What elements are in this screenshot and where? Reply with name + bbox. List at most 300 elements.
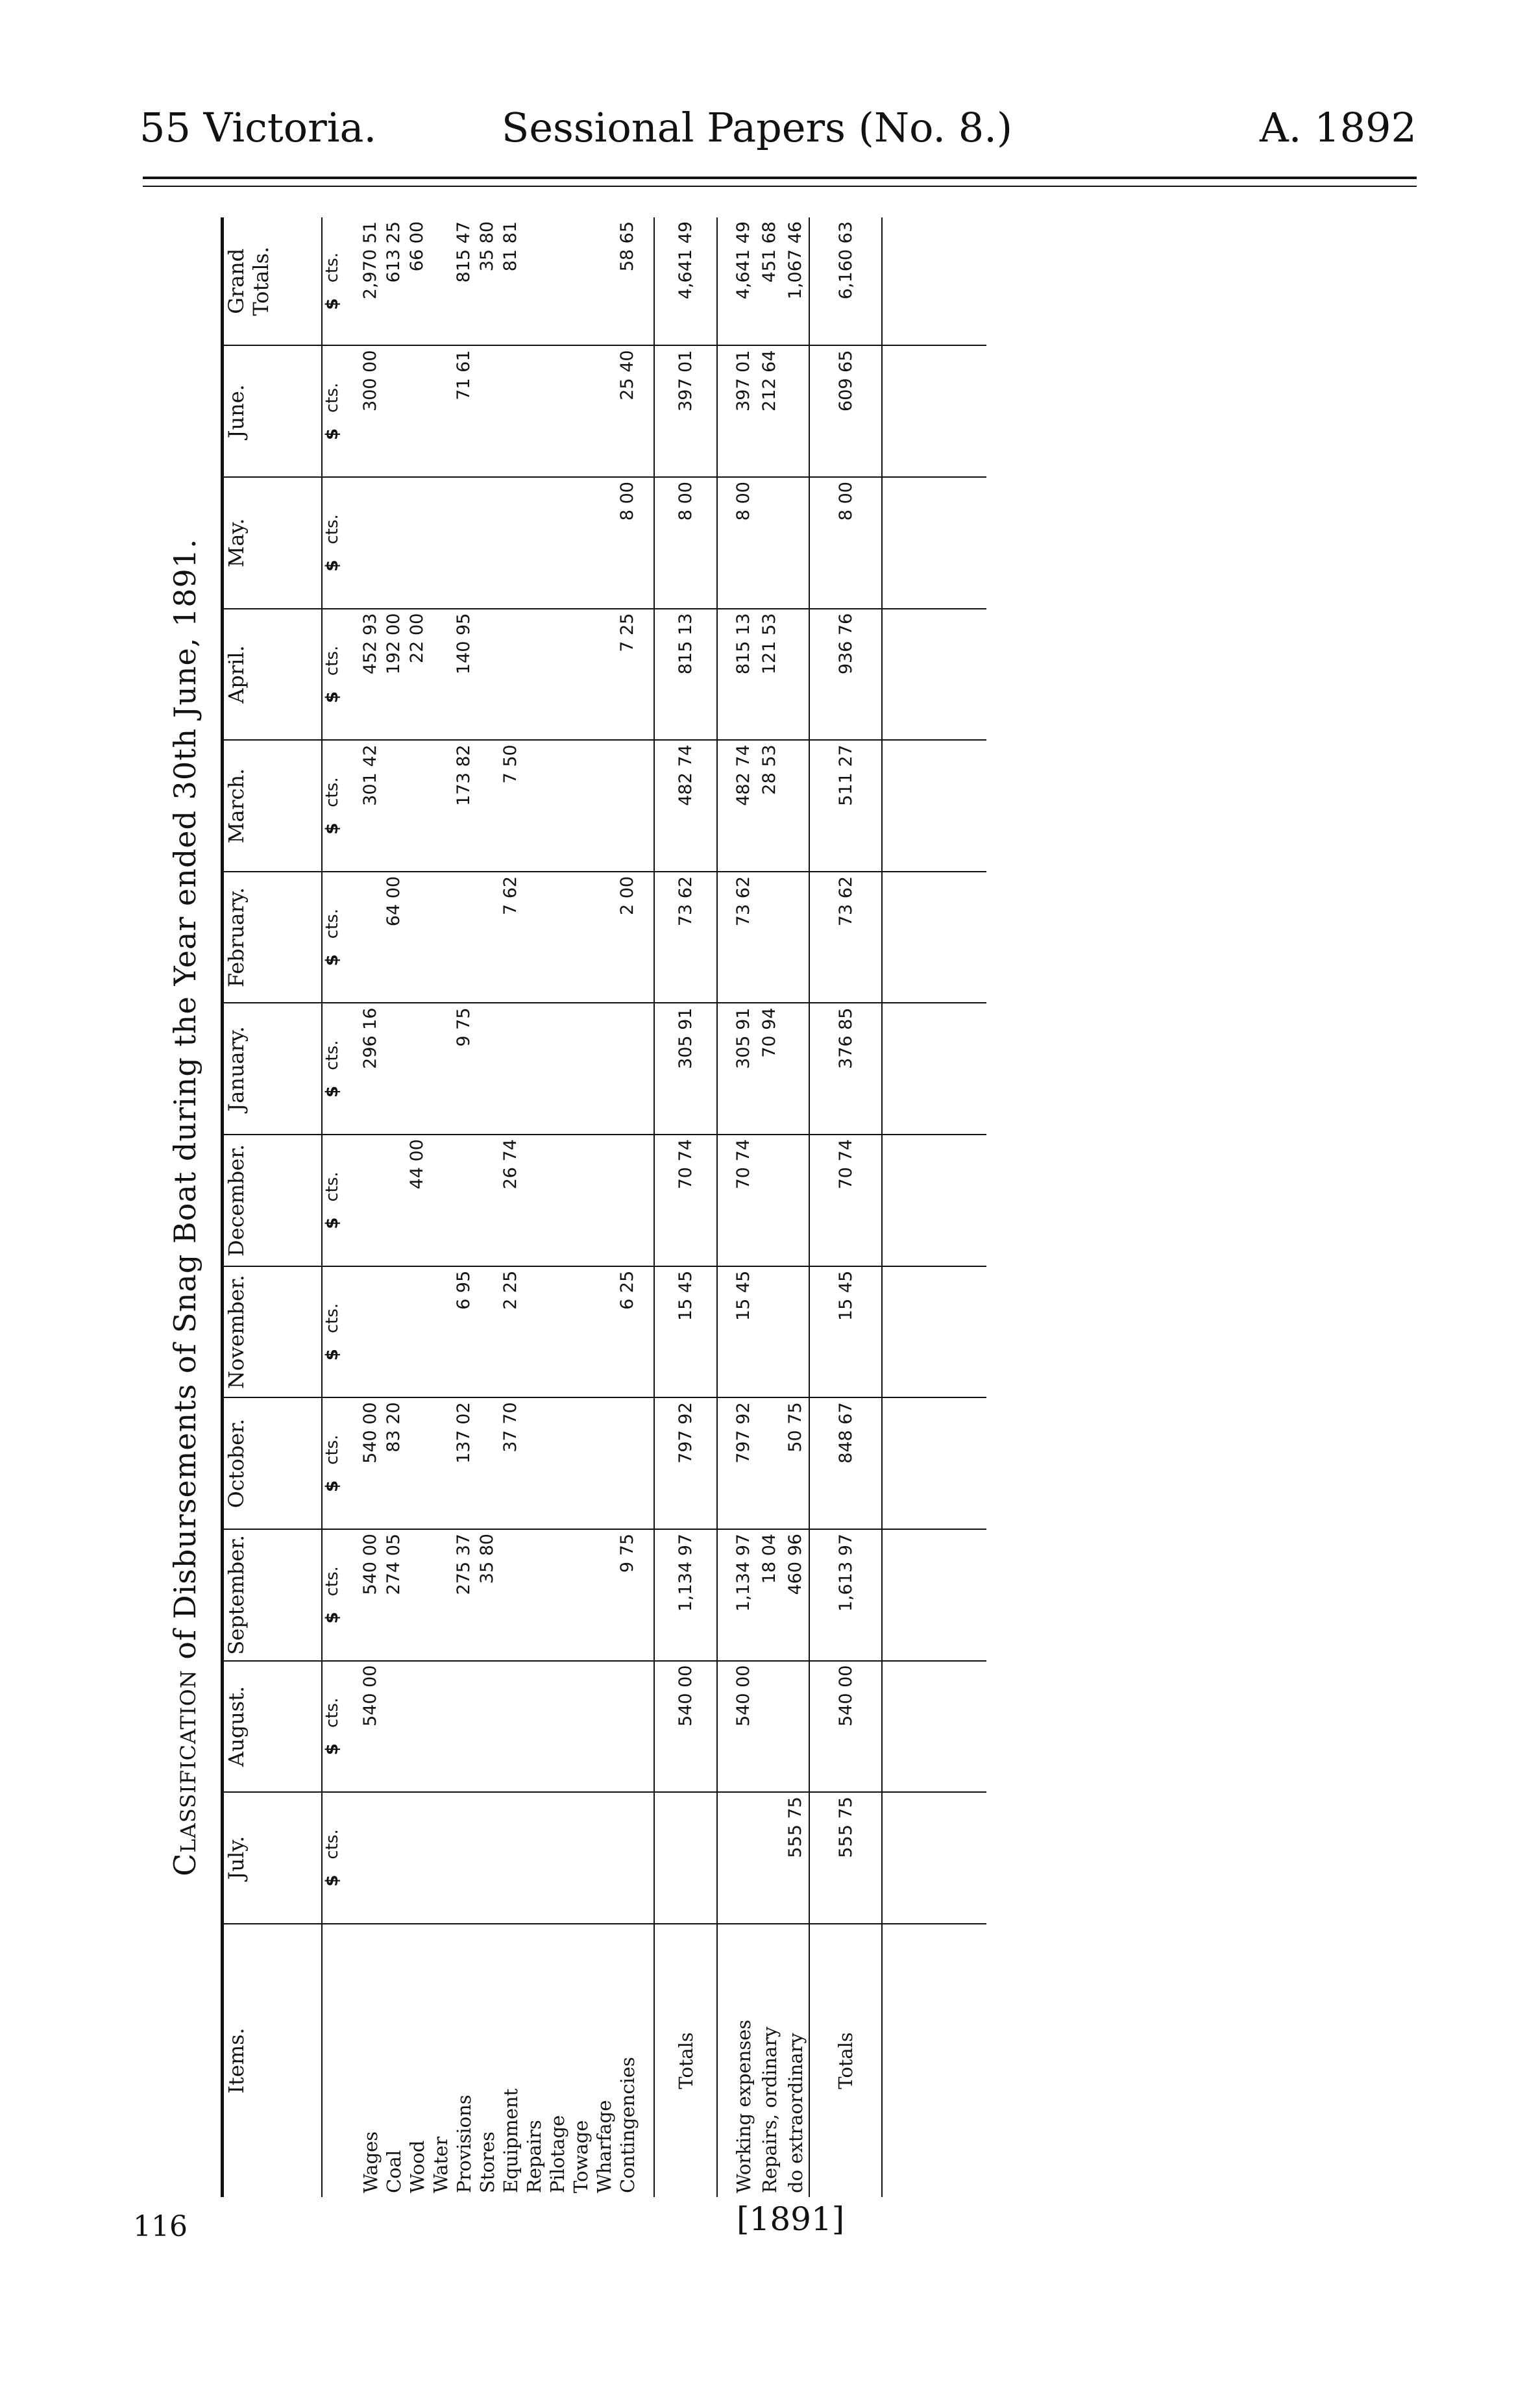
item-row-label: Pilotage: [546, 2115, 568, 2193]
totals-row-value: 540 00: [654, 1661, 717, 1793]
summary-row-value: 797 92: [717, 1397, 757, 1529]
item-row-value: [546, 740, 569, 872]
summary-row-value: [757, 477, 783, 609]
item-row-value: [569, 872, 592, 1003]
item-row-value: [499, 1792, 522, 1924]
item-row-value: [592, 345, 616, 477]
item-row-value: [382, 1792, 406, 1924]
grand-totals-row-value: 555 75: [809, 1792, 882, 1924]
item-row-value: [452, 1792, 476, 1924]
item-row-value: [382, 1661, 406, 1793]
grand-totals-row-value: 511 27: [809, 740, 882, 872]
item-row-value: [616, 1661, 639, 1793]
dollar-unit: $: [323, 1874, 342, 1887]
item-row-value: [522, 217, 546, 345]
totals-row-value: 70 74: [654, 1135, 717, 1266]
cents-unit: cts.: [323, 252, 342, 283]
item-row-value: [592, 1529, 616, 1661]
units-blank: [322, 1924, 359, 2197]
totals-row-value: 4,641 49: [654, 217, 717, 345]
summary-row-value: [757, 1792, 783, 1924]
item-row-value: [569, 1792, 592, 1924]
summary-row-value: [757, 1397, 783, 1529]
item-row-value: [522, 1135, 546, 1266]
item-row-label: Repairs: [523, 2120, 545, 2193]
summary-row-label: Working expenses: [733, 2019, 755, 2193]
totals-row-value: 815 13: [654, 609, 717, 741]
filler-cell: [882, 1661, 986, 1793]
filler-cell: [882, 1792, 986, 1924]
spacer-cell: [639, 1135, 654, 1266]
item-row-value: [382, 477, 406, 609]
units-cell: [322, 609, 359, 741]
item-row-value: [429, 217, 452, 345]
item-row: [616, 217, 639, 2197]
item-row-value: 300 00: [359, 345, 382, 477]
grand-totals-row-value: 6,160 63: [809, 217, 882, 345]
item-row-value: [429, 1266, 452, 1398]
dollar-unit: $: [323, 1480, 342, 1492]
header-year: A. 1892: [1260, 104, 1417, 151]
item-row-value: 26 74: [499, 1135, 522, 1266]
summary-row: [717, 217, 757, 2197]
item-row-value: [406, 345, 429, 477]
item-row-value: [429, 1003, 452, 1135]
rotated-table-block: [149, 217, 999, 2197]
item-row-value: [546, 1003, 569, 1135]
item-row-value: [476, 609, 499, 741]
cents-unit: cts.: [323, 514, 342, 545]
item-row-value: [476, 1397, 499, 1529]
item-row-value: 9 75: [452, 1003, 476, 1135]
item-row-value: [616, 740, 639, 872]
totals-row: [654, 217, 717, 2197]
summary-row-value: [717, 1792, 757, 1924]
item-row-value: [406, 872, 429, 1003]
summary-row-label: Repairs, ordinary: [759, 2026, 781, 2193]
column-header: April.: [223, 609, 323, 741]
item-row-value: [592, 609, 616, 741]
item-row-value: 613 25: [382, 217, 406, 345]
filler-cell: [882, 1924, 986, 2197]
summary-row-value: [783, 345, 809, 477]
filler-cell: [882, 1397, 986, 1529]
item-row-value: 58 65: [616, 217, 639, 345]
item-row-value: [476, 1792, 499, 1924]
caption-rest: of Disbursements of Snag Boat during the Year ended 30th June, 1891.: [167, 538, 202, 1670]
cents-unit: cts.: [323, 1040, 342, 1070]
item-row: [452, 217, 476, 2197]
summary-row-value: [783, 740, 809, 872]
item-row-value: [616, 1397, 639, 1529]
item-row-value: 8 00: [616, 477, 639, 609]
item-row-value: [452, 1661, 476, 1793]
totals-row-value: 73 62: [654, 872, 717, 1003]
item-row: [569, 217, 592, 2197]
item-row-value: [406, 1529, 429, 1661]
item-row-value: 274 05: [382, 1529, 406, 1661]
column-header: August.: [223, 1661, 323, 1793]
summary-row-value: [783, 1266, 809, 1398]
filler-cell: [882, 1529, 986, 1661]
item-row-value: [476, 1003, 499, 1135]
filler-cell: [882, 1266, 986, 1398]
item-row-value: [592, 217, 616, 345]
units-cell: [322, 217, 359, 345]
page-number: 116: [133, 2210, 188, 2243]
summary-row-value: 555 75: [783, 1792, 809, 1924]
dollar-unit: $: [323, 1349, 342, 1361]
dollar-unit: $: [323, 1217, 342, 1229]
summary-row-value: 70 94: [757, 1003, 783, 1135]
filler-cell: [882, 609, 986, 741]
grand-totals-row-value: 15 45: [809, 1266, 882, 1398]
grand-totals-row: [809, 217, 882, 2197]
item-row-value: 25 40: [616, 345, 639, 477]
units-cell: [322, 1529, 359, 1661]
totals-row-value: 15 45: [654, 1266, 717, 1398]
cents-unit: cts.: [323, 1303, 342, 1334]
item-row-value: [592, 1792, 616, 1924]
item-row-value: [429, 1529, 452, 1661]
summary-row-value: [757, 1135, 783, 1266]
grand-totals-row-value: 73 62: [809, 872, 882, 1003]
item-row-value: [546, 1266, 569, 1398]
item-row-value: [476, 1661, 499, 1793]
header-session: 55 Victoria.: [140, 104, 377, 151]
item-row-value: [569, 1661, 592, 1793]
summary-row-value: [757, 1266, 783, 1398]
header-papers: Sessional Papers (No. 8.): [501, 104, 1013, 151]
item-row-value: [359, 1266, 382, 1398]
item-row-value: [429, 477, 452, 609]
summary-row: [783, 217, 809, 2197]
filler-cell: [882, 477, 986, 609]
header-rule: [143, 177, 1417, 179]
units-row: [322, 217, 359, 2197]
totals-row-value: 8 00: [654, 477, 717, 609]
units-cell: [322, 477, 359, 609]
summary-row-value: [783, 1003, 809, 1135]
item-row-value: 7 50: [499, 740, 522, 872]
summary-row-value: [783, 1661, 809, 1793]
item-row-value: [616, 1135, 639, 1266]
dollar-unit: $: [323, 954, 342, 966]
summary-row-value: 460 96: [783, 1529, 809, 1661]
filler-cell: [882, 1135, 986, 1266]
dollar-unit: $: [323, 822, 342, 835]
item-row-value: [499, 1529, 522, 1661]
column-header: January.: [223, 1003, 323, 1135]
summary-row: [757, 217, 783, 2197]
item-row-value: 2 25: [499, 1266, 522, 1398]
spacer-cell: [639, 1266, 654, 1398]
item-row-value: [546, 217, 569, 345]
cents-unit: cts.: [323, 1829, 342, 1860]
summary-row-value: 121 53: [757, 609, 783, 741]
item-row: [429, 217, 452, 2197]
item-row-value: [546, 1529, 569, 1661]
totals-row-value: [654, 1792, 717, 1924]
item-row-value: 7 62: [499, 872, 522, 1003]
cents-unit: cts.: [323, 909, 342, 939]
item-row-value: 6 95: [452, 1266, 476, 1398]
item-row-value: [592, 1661, 616, 1793]
item-row-value: [569, 1397, 592, 1529]
summary-row-value: [783, 477, 809, 609]
item-row-value: [569, 345, 592, 477]
item-row-value: [546, 345, 569, 477]
filler-cell: [882, 217, 986, 345]
summary-row-value: 50 75: [783, 1397, 809, 1529]
item-row-value: 83 20: [382, 1397, 406, 1529]
units-cell: [322, 345, 359, 477]
item-row-value: 540 00: [359, 1397, 382, 1529]
item-row-value: [499, 1661, 522, 1793]
spacer-cell: [639, 740, 654, 872]
disbursements-table: [221, 217, 986, 2197]
units-cell: [322, 740, 359, 872]
summary-row-value: 70 74: [717, 1135, 757, 1266]
summary-row-label: do extraordinary: [785, 2033, 807, 2193]
cents-unit: cts.: [323, 1172, 342, 1202]
units-cell: [322, 1266, 359, 1398]
item-row-value: [359, 1135, 382, 1266]
item-row-value: [546, 1661, 569, 1793]
item-row-value: 540 00: [359, 1529, 382, 1661]
item-row-value: [522, 345, 546, 477]
column-header-row: [223, 217, 323, 2197]
totals-row-value: 305 91: [654, 1003, 717, 1135]
item-row-value: 71 61: [452, 345, 476, 477]
column-header: November.: [223, 1266, 323, 1398]
summary-row-value: 28 53: [757, 740, 783, 872]
dollar-unit: $: [323, 428, 342, 440]
item-row-value: [382, 740, 406, 872]
item-row-value: [592, 872, 616, 1003]
item-row-label: Wood: [406, 2140, 428, 2193]
spacer-cell: [639, 872, 654, 1003]
item-row-value: [382, 1003, 406, 1135]
item-row-value: 137 02: [452, 1397, 476, 1529]
item-row-value: [406, 1397, 429, 1529]
item-row-value: [382, 1266, 406, 1398]
item-row-value: [569, 1003, 592, 1135]
item-row: [382, 217, 406, 2197]
filler-cell: [882, 345, 986, 477]
item-row-value: [429, 345, 452, 477]
dollar-unit: $: [323, 1743, 342, 1756]
units-cell: [322, 1661, 359, 1793]
column-header: December.: [223, 1135, 323, 1266]
item-row-value: 452 93: [359, 609, 382, 741]
item-row: [406, 217, 429, 2197]
item-row-value: [569, 477, 592, 609]
column-header: May.: [223, 477, 323, 609]
item-row-value: 6 25: [616, 1266, 639, 1398]
item-row-value: [616, 1792, 639, 1924]
spacer-cell: [639, 1003, 654, 1135]
item-row-label: Water: [430, 2136, 452, 2193]
summary-row-value: 482 74: [717, 740, 757, 872]
filler-cell: [882, 1003, 986, 1135]
item-row-value: [452, 1135, 476, 1266]
grand-totals-row-value: 376 85: [809, 1003, 882, 1135]
item-row-value: [476, 1135, 499, 1266]
grand-totals-row-value: 848 67: [809, 1397, 882, 1529]
item-row-value: [406, 1003, 429, 1135]
item-row-value: [569, 609, 592, 741]
item-row-value: [592, 1135, 616, 1266]
units-cell: [322, 1397, 359, 1529]
filler-cell: [882, 872, 986, 1003]
item-row: [499, 217, 522, 2197]
units-cell: [322, 1003, 359, 1135]
summary-row-value: 15 45: [717, 1266, 757, 1398]
item-row-value: [429, 740, 452, 872]
item-row-value: [499, 345, 522, 477]
column-header: June.: [223, 345, 323, 477]
item-row-label: Stores: [476, 2132, 498, 2193]
units-cell: [322, 1135, 359, 1266]
grand-totals-row-value: 8 00: [809, 477, 882, 609]
item-row-value: [382, 1135, 406, 1266]
item-row-value: 275 37: [452, 1529, 476, 1661]
item-row-value: [452, 872, 476, 1003]
summary-row-value: 305 91: [717, 1003, 757, 1135]
grand-totals-row-value: 936 76: [809, 609, 882, 741]
item-row-value: 192 00: [382, 609, 406, 741]
item-row-value: [429, 1397, 452, 1529]
item-row: [476, 217, 499, 2197]
item-row-value: [406, 740, 429, 872]
column-header: Grand Totals.: [223, 217, 323, 345]
item-row-value: [546, 477, 569, 609]
item-row-value: [406, 1266, 429, 1398]
item-row-value: [429, 1792, 452, 1924]
caption-prefix: Classification: [167, 1669, 202, 1876]
totals-row-value: 482 74: [654, 740, 717, 872]
dollar-unit: $: [323, 298, 342, 310]
summary-row-value: 540 00: [717, 1661, 757, 1793]
item-row-value: [476, 1266, 499, 1398]
item-row-value: [406, 1792, 429, 1924]
summary-row-value: 451 68: [757, 217, 783, 345]
item-row-value: [546, 872, 569, 1003]
item-row-value: [522, 740, 546, 872]
item-row-value: [592, 1266, 616, 1398]
dollar-unit: $: [323, 1085, 342, 1098]
item-row-value: 64 00: [382, 872, 406, 1003]
grand-totals-row-label: Totals: [809, 1924, 882, 2197]
summary-row-value: [757, 1661, 783, 1793]
item-row-value: 9 75: [616, 1529, 639, 1661]
item-row-value: [592, 477, 616, 609]
item-row-value: [522, 1266, 546, 1398]
summary-row-value: 4,641 49: [717, 217, 757, 345]
summary-row-value: 73 62: [717, 872, 757, 1003]
item-row-value: 35 80: [476, 1529, 499, 1661]
item-row-value: [522, 872, 546, 1003]
spacer-row: [639, 217, 654, 2197]
summary-row-value: [757, 872, 783, 1003]
item-row-value: 7 25: [616, 609, 639, 741]
column-header: October.: [223, 1397, 323, 1529]
column-header: September.: [223, 1529, 323, 1661]
item-row-value: 81 81: [499, 217, 522, 345]
item-row-value: [476, 740, 499, 872]
item-row-value: 815 47: [452, 217, 476, 345]
item-row: [592, 217, 616, 2197]
item-row-value: [359, 872, 382, 1003]
item-row-value: [522, 609, 546, 741]
filler-row: [882, 217, 986, 2197]
item-row-value: [429, 872, 452, 1003]
item-row-value: [499, 1003, 522, 1135]
table-caption: [149, 217, 221, 2197]
item-row-value: 301 42: [359, 740, 382, 872]
totals-row-value: 797 92: [654, 1397, 717, 1529]
item-row: [546, 217, 569, 2197]
cents-unit: cts.: [323, 777, 342, 807]
item-row-label: Coal: [383, 2150, 405, 2193]
summary-row-value: 18 04: [757, 1529, 783, 1661]
summary-row-value: [783, 1135, 809, 1266]
item-row-label: Equipment: [500, 2088, 522, 2193]
summary-row-value: 212 64: [757, 345, 783, 477]
item-row-value: [476, 872, 499, 1003]
item-row-value: [476, 477, 499, 609]
item-row-value: [569, 1266, 592, 1398]
item-row-value: [429, 1661, 452, 1793]
item-row-value: [522, 1529, 546, 1661]
item-row-value: [522, 477, 546, 609]
item-row-value: [616, 1003, 639, 1135]
item-row-label: Towage: [570, 2120, 592, 2193]
units-cell: [322, 872, 359, 1003]
item-row-value: [429, 609, 452, 741]
grand-totals-row-value: 70 74: [809, 1135, 882, 1266]
summary-row-value: [783, 872, 809, 1003]
item-row-value: [476, 345, 499, 477]
column-header: February.: [223, 872, 323, 1003]
item-row-value: [546, 609, 569, 741]
item-row-value: 35 80: [476, 217, 499, 345]
item-row-value: [569, 217, 592, 345]
spacer-cell: [639, 477, 654, 609]
spacer-cell: [639, 609, 654, 741]
summary-row-value: 1,067 46: [783, 217, 809, 345]
cents-unit: cts.: [323, 1566, 342, 1597]
item-row-value: 296 16: [359, 1003, 382, 1135]
dollar-unit: $: [323, 691, 342, 704]
totals-row-label: Totals: [654, 1924, 717, 2197]
item-row: [522, 217, 546, 2197]
item-row-value: 22 00: [406, 609, 429, 741]
item-row-value: [569, 740, 592, 872]
item-row-value: [546, 1135, 569, 1266]
cents-unit: cts.: [323, 645, 342, 676]
item-row-value: [546, 1397, 569, 1529]
spacer-cell: [639, 1397, 654, 1529]
spacer-cell: [639, 1792, 654, 1924]
spacer-cell: [639, 217, 654, 345]
spacer-cell: [639, 1661, 654, 1793]
item-row-value: 66 00: [406, 217, 429, 345]
filler-cell: [882, 740, 986, 872]
item-row-value: [569, 1135, 592, 1266]
item-row-value: [499, 477, 522, 609]
